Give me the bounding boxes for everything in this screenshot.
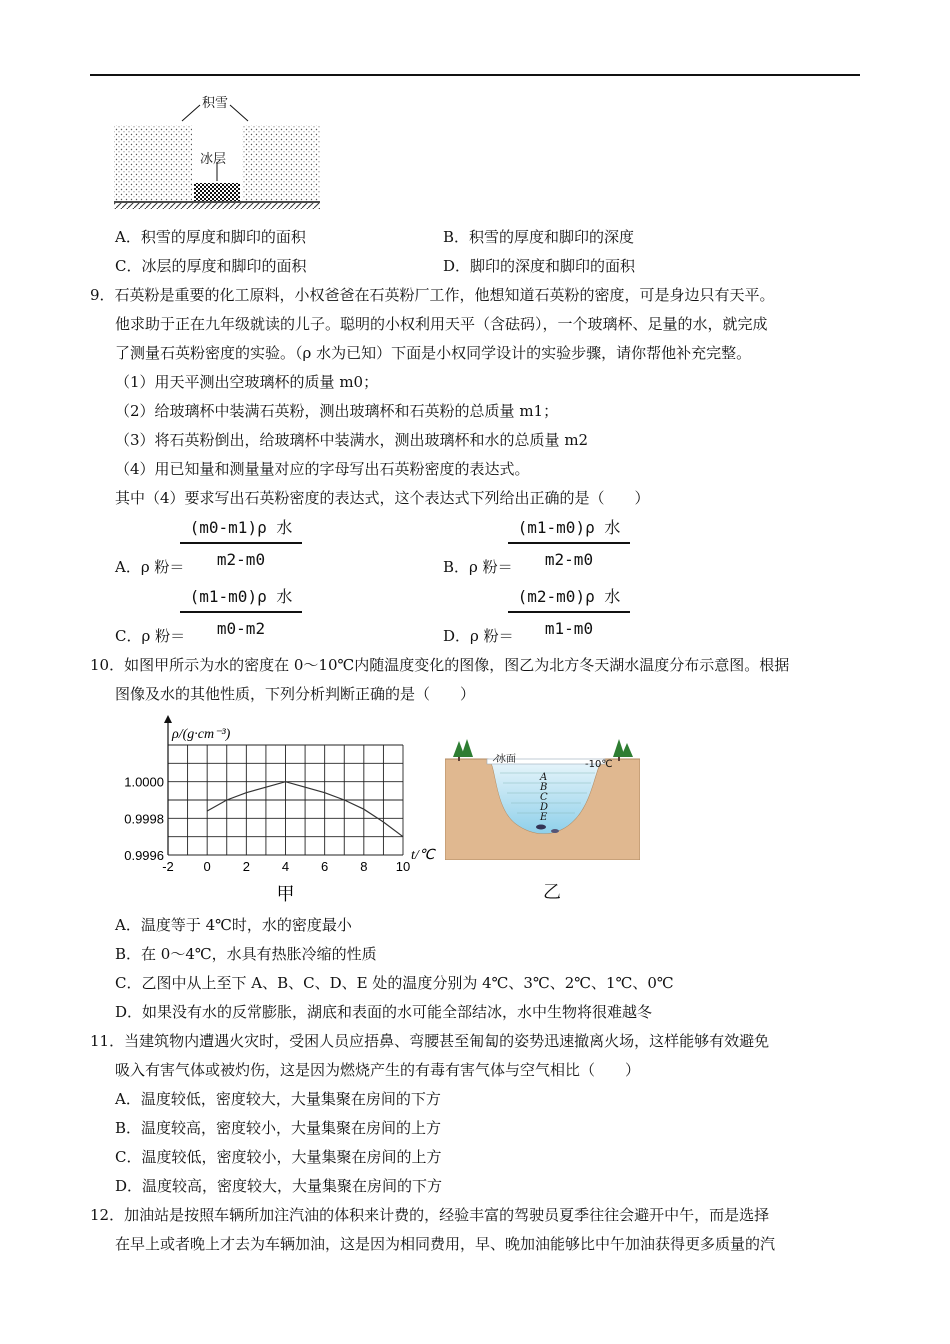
x-tick-label: 2	[242, 859, 250, 874]
q10-option-d: D．如果没有水的反常膨胀，湖底和表面的水可能全部结冰，水中生物将很难越冬	[115, 1003, 653, 1021]
lake-ice-label: 冰面	[496, 754, 516, 765]
q9-option-c-label: C．ρ 粉＝	[115, 627, 186, 645]
lake-layer-labels	[540, 773, 548, 823]
q9-option-d-num: (m2-m0)ρ 水	[517, 587, 621, 606]
q9-option-c-num: (m1-m0)ρ 水	[189, 587, 293, 606]
q9-option-b-label: B．ρ 粉＝	[443, 558, 513, 576]
q8-option-c: C．冰层的厚度和脚印的面积	[115, 257, 307, 275]
lake-temp-label: -10℃	[585, 759, 613, 770]
fig-yi-caption: 乙	[543, 882, 561, 903]
q9-step-3: （3）将石英粉倒出，给玻璃杯中装满水，测出玻璃杯和水的总质量 m2	[115, 431, 589, 449]
tree-right-icon	[613, 739, 633, 761]
layer-d: D	[540, 802, 549, 813]
header-rule	[90, 74, 860, 76]
q9-line-2: 他求助于正在九年级就读的儿子。聪明的小权利用天平（含砝码），一个玻璃杯、足量的水，就完成	[115, 315, 768, 333]
q9-step-4: （4）用已知量和测量量对应的字母写出石英粉密度的表达式。	[115, 460, 530, 478]
x-tick-label: 10	[395, 859, 411, 874]
snow-right	[242, 125, 320, 201]
x-tick-label: 4	[281, 859, 290, 874]
density-chart	[110, 712, 450, 907]
layer-a: A	[540, 772, 548, 783]
layer-e: E	[540, 812, 548, 823]
q9-option-c-den: m0-m2	[216, 618, 266, 638]
q9-option-a-den: m2-m0	[216, 549, 266, 569]
q11-option-d: D．温度较高，密度较大，大量集聚在房间的下方	[115, 1177, 443, 1195]
y-tick-label: 0.9998	[124, 811, 164, 827]
q9-line-3: 了测量石英粉密度的实验。（ρ 水为已知）下面是小权同学设计的实验步骤，请你帮他补充完整。	[115, 344, 752, 362]
q8-option-d: D．脚印的深度和脚印的面积	[443, 257, 636, 275]
q8-option-b: B．积雪的厚度和脚印的深度	[443, 228, 635, 246]
q12-line-2: 在早上或者晚上才去为车辆加油，这是因为相同费用，早、晚加油能够比中午加油获得更多质量的汽	[115, 1235, 776, 1253]
x-tick-label: 0	[203, 859, 211, 874]
x-tick-label: 6	[321, 859, 329, 874]
ice-layer	[194, 183, 240, 201]
q9-option-c-fraction	[180, 584, 302, 638]
q9-option-b-num: (m1-m0)ρ 水	[517, 518, 621, 537]
label-snow: 积雪	[202, 96, 229, 111]
layer-b: B	[540, 782, 548, 793]
q9-step-1: （1）用天平测出空玻璃杯的质量 m0；	[115, 373, 379, 391]
label-ice: 冰层	[200, 152, 227, 167]
fish-icon	[536, 825, 546, 830]
q9-line-1: 9．石英粉是重要的化工原料，小权爸爸在石英粉厂工作，他想知道石英粉的密度，可是身边只有天平。	[90, 286, 775, 304]
q9-option-a-num: (m0-m1)ρ 水	[189, 518, 293, 537]
q10-option-c: C．乙图中从上至下 A、B、C、D、E 处的温度分别为 4℃、3℃、2℃、1℃、0℃	[115, 974, 674, 992]
q9-step-2: （2）给玻璃杯中装满石英粉，测出玻璃杯和石英粉的总质量 m1；	[115, 402, 559, 420]
q10-line-1: 10．如图甲所示为水的密度在 0～10℃内随温度变化的图像，图乙为北方冬天湖水温度分布示意图。根据	[90, 656, 790, 674]
q9-option-b-fraction	[508, 515, 630, 569]
q9-option-a-label: A．ρ 粉＝	[115, 558, 185, 576]
chart-title: 甲	[276, 884, 295, 905]
q9-option-a-fraction	[180, 515, 302, 569]
q9-option-b-den: m2-m0	[544, 549, 594, 569]
q11-option-c: C．温度较低，密度较小，大量集聚在房间的上方	[115, 1148, 442, 1166]
snow-left	[114, 125, 192, 201]
q11-line-2: 吸入有害气体或被灼伤，这是因为燃烧产生的有毒有害气体与空气相比（ ）	[115, 1061, 641, 1079]
q10-option-b: B．在 0～4℃，水具有热胀冷缩的性质	[115, 945, 377, 963]
q8-option-a: A．积雪的厚度和脚印的面积	[115, 228, 306, 246]
y-tick-label: 0.9996	[124, 848, 164, 863]
q11-option-a: A．温度较低，密度较大，大量集聚在房间的下方	[115, 1090, 441, 1108]
x-axis-label: t/℃	[411, 848, 435, 863]
y-axis-arrow	[164, 715, 172, 723]
x-tick-label: -2	[162, 859, 174, 874]
y-tick-label: 1.0000	[124, 774, 164, 790]
tree-left-icon	[453, 739, 473, 761]
layer-c: C	[540, 792, 548, 803]
q10-option-a: A．温度等于 4℃时，水的密度最小	[115, 916, 352, 934]
q9-option-d-den: m1-m0	[544, 618, 594, 638]
y-axis-label: ρ/(g·cm⁻³)	[172, 727, 231, 742]
q11-line-1: 11．当建筑物内遭遇火灾时，受困人员应捂鼻、弯腰甚至匍匐的姿势迅速撤离火场，这样能够有效避免	[90, 1032, 770, 1050]
q9-stem: 其中（4）要求写出石英粉密度的表达式，这个表达式下列给出正确的是（ ）	[115, 489, 650, 507]
q9-option-d-label: D．ρ 粉＝	[443, 627, 514, 645]
q9-option-d-fraction	[508, 584, 630, 638]
x-tick-label: 8	[360, 859, 368, 874]
q12-line-1: 12．加油站是按照车辆所加注汽油的体积来计费的，经验丰富的驾驶员夏季往往会避开中午，而是选择	[90, 1206, 770, 1224]
q11-option-b: B．温度较高，密度较小，大量集聚在房间的上方	[115, 1119, 442, 1137]
q10-line-2: 图像及水的其他性质，下列分析判断正确的是（ ）	[115, 685, 476, 703]
